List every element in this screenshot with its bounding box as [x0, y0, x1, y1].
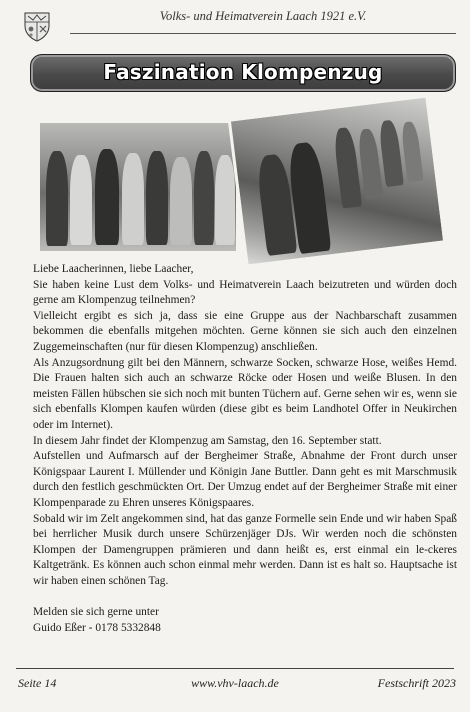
photo-parade-street [228, 94, 447, 267]
paragraph: Als Anzugsordnung gilt bei den Männern, schwarze Socken, schwarze Hose, weißes Hemd. Die Frauen halten sich auch an schwarze Röcke oder Hosen und weiße Blusen. In den meisten Fällen hübschen sie sich noch mit bunten Tüchern auf. Gerne sehen wir es, wenn sie sich ebenfalls Klompen kaufen würden (diese gibt es beim Landhotel Offer in Neukirchen oder im Internet). [33, 356, 457, 431]
coat-of-arms-icon [24, 12, 50, 42]
paragraph: Vielleicht ergibt es sich ja, dass sie eine Gruppe aus der Nachbarschaft zusammen bekommen die ebenfalls mitgehen möchten. Gerne können sie sich auch den einzelnen Zuggemeinschaften (nur für diesen Klompenzug) anschließen. [33, 309, 457, 353]
publication-name: Festschrift 2023 [377, 676, 456, 690]
paragraph: In diesem Jahr findet der Klompenzug am Samstag, den 16. September statt. [33, 434, 382, 447]
page-number: Seite 14 [18, 676, 57, 690]
title-banner [30, 54, 456, 92]
header-title: Volks- und Heimatverein Laach 1921 e.V. [159, 9, 367, 23]
footer-divider [16, 668, 454, 669]
signature-line: Melden sie sich gerne unter [33, 606, 159, 619]
paragraph: Aufstellen und Aufmarsch auf der Bergheimer Straße, Abnahme der Front durch unser Königspaar Laurent I. Müllender und Königin Jane Buttler. Dann geht es mit Marschmusik durch den festlich geschmückten Ort. Der Umzug endet auf der Bergheimer Straße mit einer Klompenparade zu Ehren unseres Königspaares. [33, 450, 457, 509]
photo-parade-group [40, 123, 236, 251]
website-url: www.vhv-laach.de [191, 676, 279, 690]
page-title: Faszination Klompenzug [103, 60, 383, 84]
page-header [0, 0, 470, 46]
article-body [33, 262, 457, 636]
paragraph: Sobald wir im Zelt angekommen sind, hat das ganze Formelle sein Ende und wir haben Spaß bei herrlicher Musik durch unsere Schürzenjäger DJs. Wir werden noch die schönsten Klompen der Damengruppen prämieren und dann heißt es, erst einmal ein le-ckeres Kaltgetränk. Es können auch schon einmal mehr werden. Dann ist es halt so. Hauptsache ist wir haben einen schönen Tag. [33, 512, 457, 587]
paragraph: Sie haben keine Lust dem Volks- und Heimatverein Laach beizutreten und würden doch gerne am Klompenzug teilnehmen? [33, 278, 457, 307]
header-divider [70, 33, 456, 34]
greeting: Liebe Laacherinnen, liebe Laacher, [33, 263, 194, 275]
contact-line: Guido Eßer - 0178 5332848 [33, 621, 161, 634]
